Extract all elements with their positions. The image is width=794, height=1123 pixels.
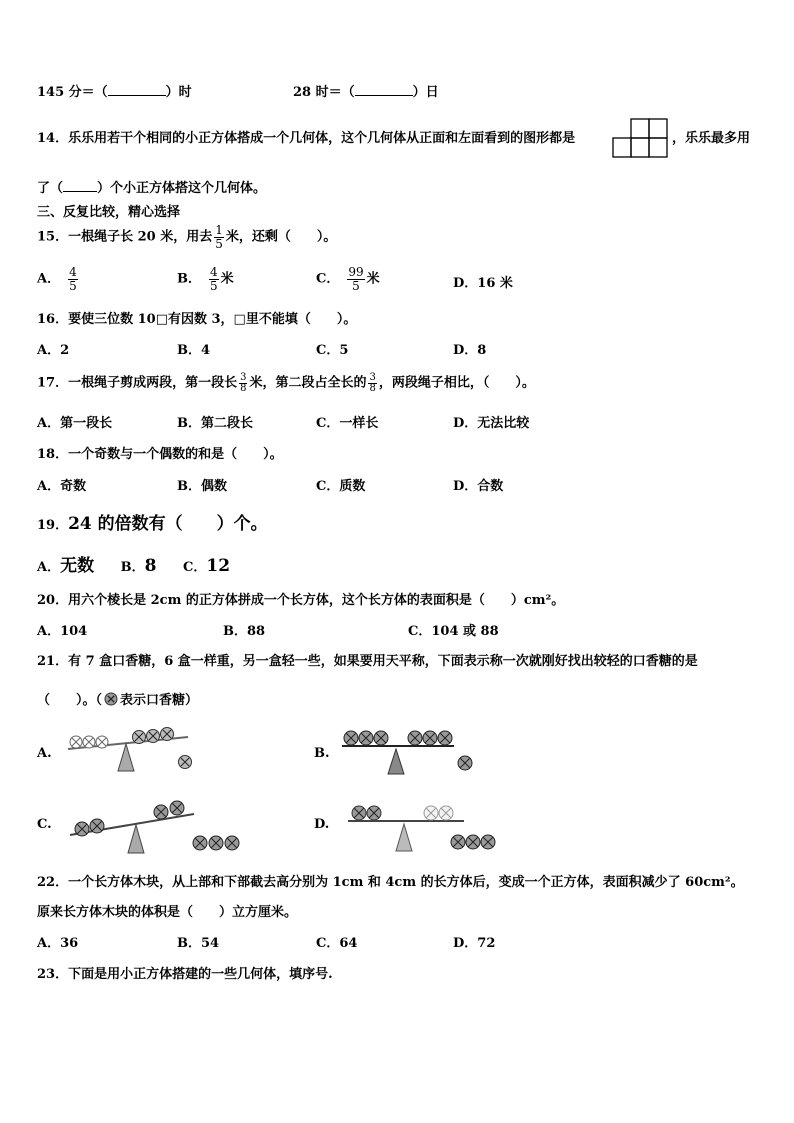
q21-line2: （ ）。（ 表示口香糖）	[37, 693, 199, 708]
q16-option-c[interactable]: C．5	[316, 343, 349, 358]
q14-line1-end: ，乐乐最多用	[672, 131, 751, 146]
q18-option-c[interactable]: C．质数	[316, 479, 366, 494]
q14-line1: 14．乐乐用若干个相同的小正方体搭成一个几何体，这个几何体从正面和左面看到的图形都是	[37, 131, 576, 146]
q18-option-b[interactable]: B．偶数	[177, 479, 227, 494]
scale-option-c[interactable]	[66, 793, 250, 857]
scale-option-b[interactable]	[338, 726, 478, 776]
q13-part2: 28 时＝（ ）日	[293, 85, 439, 100]
q21-stem: 21．有 7 盒口香糖，6 盒一样重，另一盒轻一些，如果要用天平称，下面表示称一次就刚好找出较轻的口香糖的是	[37, 654, 698, 669]
q20-option-b[interactable]: B．88	[223, 624, 266, 639]
q17-option-c[interactable]: C．一样长	[316, 416, 379, 431]
q22-stem: 22．一个长方体木块，从上部和下部截去高分别为 1cm 和 4cm 的长方体后，变成一个正方体，表面积减少了 60cm²。	[37, 875, 744, 890]
q19-option-a[interactable]: A．无数	[37, 556, 95, 576]
q21-option-a-label[interactable]: A.	[37, 746, 52, 761]
q15-option-c[interactable]: C． $\frac{99}{5}$ 米	[316, 265, 380, 293]
q16-option-d[interactable]: D．8	[453, 343, 487, 358]
q16-stem: 16．要使三位数 10□有因数 3，□里不能填（ ）。	[37, 312, 357, 327]
q20-option-c[interactable]: C．104 或 88	[408, 624, 499, 639]
q13-part1: 145 分＝（ ）时	[37, 85, 192, 100]
gum-icon	[104, 692, 118, 706]
fraction: $\frac{3}{8}$	[240, 372, 247, 394]
q17-stem: 17．一根绳子剪成两段，第一段长 $\frac{3}{8}$ 米，第二段占全长的 $\frac{3}{8}$ ，两段绳子相比，（ ）。	[37, 372, 535, 394]
q16-option-a[interactable]: A．2	[37, 343, 70, 358]
q20-stem: 20．用六个棱长是 2cm 的正方体拼成一个长方体，这个长方体的表面积是（ ）cm²。	[37, 593, 565, 608]
q20-option-a[interactable]: A．104	[37, 624, 88, 639]
fraction: $\frac{3}{8}$	[369, 372, 376, 394]
q22-option-a[interactable]: A．36	[37, 936, 79, 951]
fraction: $\frac{1}{5}$	[215, 223, 223, 251]
q22-line2: 原来长方体木块的体积是（ ）立方厘米。	[37, 905, 298, 920]
q18-stem: 18．一个奇数与一个偶数的和是（ ）。	[37, 447, 283, 462]
section-title: 三、反复比较，精心选择	[37, 205, 181, 220]
scale-option-d[interactable]	[344, 797, 508, 857]
q23-stem: 23．下面是用小正方体搭建的一些几何体，填序号.	[37, 967, 333, 982]
q19-stem: 19．24 的倍数有（ ）个。	[37, 514, 268, 534]
fraction: $\frac{4}{5}$	[69, 265, 77, 293]
answer-blank[interactable]	[108, 83, 166, 96]
answer-blank[interactable]	[355, 83, 413, 96]
q21-option-c-label[interactable]: C.	[37, 817, 52, 832]
grid-figure	[612, 118, 669, 158]
answer-blank[interactable]	[63, 179, 97, 192]
q18-option-d[interactable]: D．合数	[453, 479, 504, 494]
fraction: $\frac{4}{5}$	[210, 265, 218, 293]
q14-line2: 了（ ）个小正方体搭这个几何体。	[37, 181, 267, 196]
q19-options	[37, 556, 230, 578]
q22-option-d[interactable]: D．72	[453, 936, 496, 951]
q22-option-b[interactable]: B．54	[177, 936, 220, 951]
fraction: $\frac{99}{5}$	[348, 265, 364, 293]
q16-option-b[interactable]: B．4	[177, 343, 211, 358]
q15-stem: 15．一根绳子长 20 米，用去 $\frac{1}{5}$ 米，还剩（ ）。	[37, 223, 337, 251]
q15-option-d[interactable]: D．16 米	[453, 276, 513, 291]
q22-option-c[interactable]: C．64	[316, 936, 358, 951]
scale-option-a[interactable]	[62, 722, 202, 774]
q15-option-a[interactable]: A． $\frac{4}{5}$	[37, 265, 77, 293]
q17-option-a[interactable]: A．第一段长	[37, 416, 113, 431]
q21-option-d-label[interactable]: D.	[314, 817, 330, 832]
q19-option-c[interactable]: C．12	[183, 556, 231, 576]
q18-option-a[interactable]: A．奇数	[37, 479, 87, 494]
q15-option-b[interactable]: B． $\frac{4}{5}$ 米	[177, 265, 234, 293]
q17-option-d[interactable]: D．无法比较	[453, 416, 530, 431]
q19-option-b[interactable]: B．8	[120, 556, 157, 576]
gum-icon-group	[70, 736, 108, 748]
q21-option-b-label[interactable]: B.	[314, 746, 330, 761]
q17-option-b[interactable]: B．第二段长	[177, 416, 253, 431]
